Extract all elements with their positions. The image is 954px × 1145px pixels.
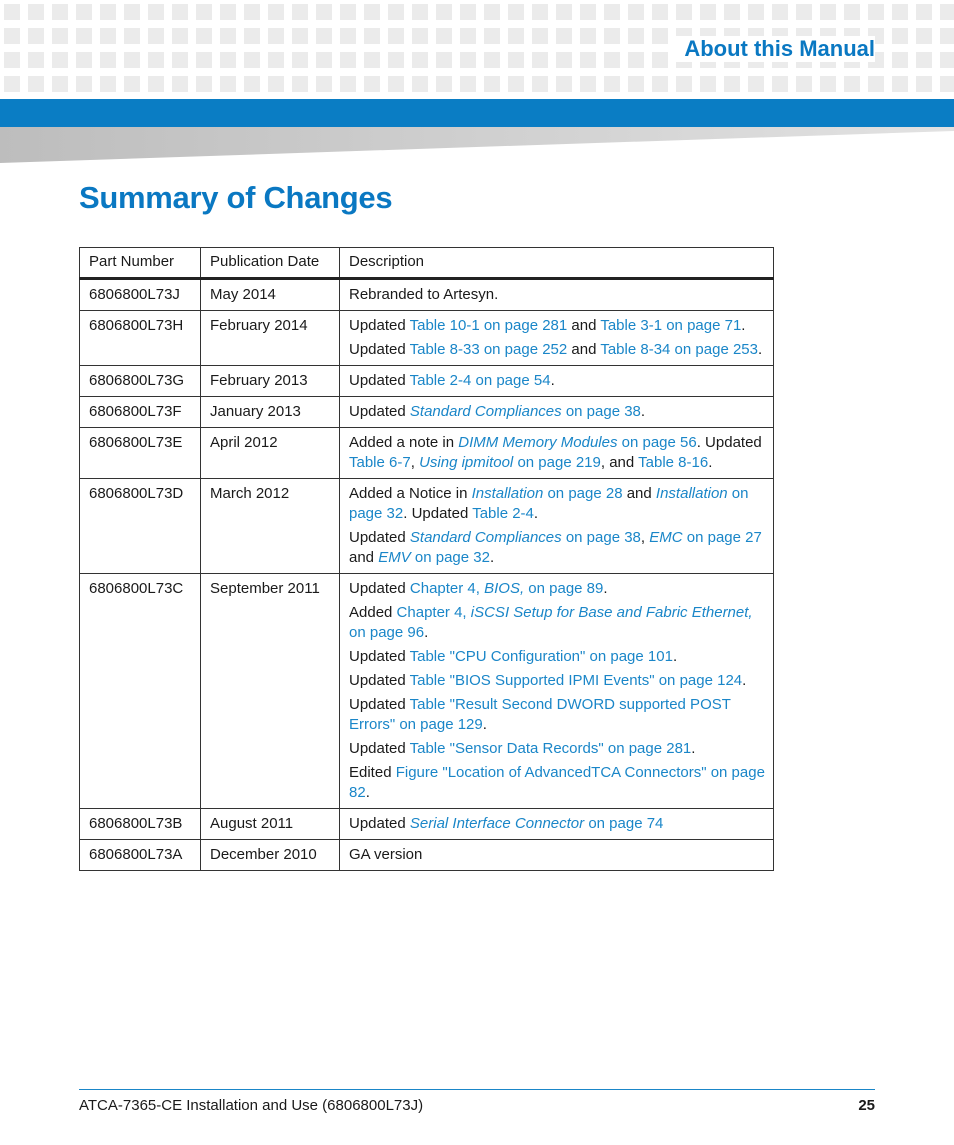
description-cell	[340, 311, 774, 366]
header-blue-bar	[0, 99, 954, 127]
cross-reference-link[interactable]: Chapter 4,	[409, 580, 485, 597]
description-line	[349, 402, 765, 422]
footer-doc-title: ATCA-7365-CE Installation and Use (6806800L73J)	[79, 1097, 424, 1114]
description-text: and	[567, 317, 601, 334]
footer-rule	[79, 1089, 875, 1090]
cross-reference-title: Installation	[655, 485, 728, 502]
cross-reference-link[interactable]	[419, 454, 513, 471]
cross-reference-link[interactable]	[471, 604, 753, 621]
description-text: . Updated	[403, 505, 473, 522]
description-text: . Updated	[696, 434, 762, 451]
cross-reference-link[interactable]	[484, 580, 524, 597]
cross-reference-link[interactable]: on page 28	[543, 485, 623, 502]
cross-reference-link[interactable]: Table "BIOS Supported IPMI Events" on page 124	[409, 672, 743, 689]
table-row	[80, 279, 774, 311]
part-number-cell: 6806800L73G	[80, 366, 201, 397]
cross-reference-link[interactable]: Chapter 4,	[396, 604, 471, 621]
cross-reference-title: EMC	[649, 529, 683, 546]
table-row	[80, 397, 774, 428]
publication-date-cell: April 2012	[201, 428, 340, 479]
cross-reference-link[interactable]: on page 89	[524, 580, 604, 597]
description-text: Updated	[349, 648, 410, 665]
cross-reference-link[interactable]	[472, 485, 544, 502]
summary-of-changes-table	[79, 247, 774, 871]
cross-reference-link[interactable]: Table "Result Second DWORD supported POST Errors" on page 129	[349, 696, 731, 733]
description-text: .	[424, 624, 429, 641]
cross-reference-link[interactable]: on page 38	[561, 529, 641, 546]
description-line	[349, 695, 765, 735]
cross-reference-link[interactable]: on page 56	[617, 434, 697, 451]
description-text: Updated	[349, 341, 410, 358]
table-row	[80, 840, 774, 871]
cross-reference-title: EMV	[378, 549, 411, 566]
description-text: .	[603, 580, 608, 597]
header-publication-date: Publication Date	[201, 248, 340, 279]
description-text: .	[708, 454, 713, 471]
cross-reference-link[interactable]: Table 8-16	[638, 454, 709, 471]
description-text: and	[349, 549, 379, 566]
description-text: .	[757, 341, 763, 358]
description-text: , and	[600, 454, 639, 471]
description-text: and	[567, 341, 601, 358]
description-line	[349, 528, 765, 568]
description-text: Updated	[349, 672, 410, 689]
description-text: Added a note in	[349, 434, 459, 451]
description-cell	[340, 428, 774, 479]
table-row	[80, 311, 774, 366]
table-row	[80, 428, 774, 479]
publication-date-cell: March 2012	[201, 479, 340, 574]
description-line	[349, 671, 765, 691]
cross-reference-link[interactable]	[410, 529, 562, 546]
header-grey-wedge	[0, 127, 954, 163]
description-text: Edited	[349, 764, 396, 781]
cross-reference-title: iSCSI Setup for Base and Fabric Ethernet,	[470, 604, 753, 621]
cross-reference-link[interactable]: on page 32	[349, 485, 749, 522]
description-text: Added a Notice in	[349, 485, 472, 502]
description-line	[349, 647, 765, 667]
description-line	[349, 739, 765, 759]
description-text: .	[533, 505, 539, 522]
part-number-cell: 6806800L73D	[80, 479, 201, 574]
cross-reference-title: Installation	[471, 485, 544, 502]
description-text: .	[691, 740, 696, 757]
publication-date-cell: August 2011	[201, 809, 340, 840]
description-text: Updated	[349, 372, 410, 389]
description-cell	[340, 366, 774, 397]
description-text: Updated	[349, 403, 410, 420]
cross-reference-link[interactable]: Table 8-33 on page 252	[409, 341, 568, 358]
cross-reference-link[interactable]: on page 219	[513, 454, 601, 471]
cross-reference-link[interactable]	[378, 549, 411, 566]
description-line	[349, 579, 765, 599]
cross-reference-link[interactable]	[410, 815, 584, 832]
cross-reference-link[interactable]: Table "Sensor Data Records" on page 281	[409, 740, 692, 757]
part-number-cell: 6806800L73E	[80, 428, 201, 479]
description-text: .	[482, 716, 487, 733]
publication-date-cell: February 2013	[201, 366, 340, 397]
description-text: Updated	[349, 317, 410, 334]
description-text: .	[672, 648, 678, 665]
description-line	[349, 763, 765, 803]
description-cell	[340, 574, 774, 809]
description-line	[349, 316, 765, 336]
description-cell	[340, 397, 774, 428]
cross-reference-link[interactable]	[410, 403, 562, 420]
header-part-number: Part Number	[80, 248, 201, 279]
description-text: .	[365, 784, 370, 801]
part-number-cell: 6806800L73H	[80, 311, 201, 366]
cross-reference-link[interactable]: Figure "Location of AdvancedTCA Connectors" on page 82	[349, 764, 765, 801]
cross-reference-link[interactable]: Table "CPU Configuration" on page 101	[409, 648, 673, 665]
cross-reference-title: Serial Interface Connector	[409, 815, 585, 832]
cross-reference-link[interactable]	[649, 529, 682, 546]
table-row	[80, 479, 774, 574]
cross-reference-link[interactable]	[656, 485, 728, 502]
cross-reference-title: Standard Compliances	[409, 403, 562, 420]
description-line	[349, 340, 765, 360]
cross-reference-link[interactable]: Table 2-4 on page 54	[409, 372, 551, 389]
publication-date-cell: May 2014	[201, 279, 340, 311]
description-text: Updated	[349, 740, 410, 757]
description-text: Updated	[349, 529, 410, 546]
part-number-cell: 6806800L73C	[80, 574, 201, 809]
description-text: .	[489, 549, 495, 566]
description-line	[349, 484, 765, 524]
cross-reference-link[interactable]: on page 32	[410, 549, 490, 566]
description-text: .	[550, 372, 555, 389]
table-header-row	[80, 248, 774, 279]
part-number-cell: 6806800L73F	[80, 397, 201, 428]
description-text: .	[742, 672, 747, 689]
description-cell	[340, 479, 774, 574]
table-row	[80, 809, 774, 840]
description-line	[349, 603, 765, 643]
description-text: Added	[349, 604, 397, 621]
part-number-cell: 6806800L73B	[80, 809, 201, 840]
cross-reference-link[interactable]: Table 2-4	[472, 505, 534, 522]
description-text: Updated	[349, 696, 410, 713]
description-text: and	[622, 485, 656, 502]
footer-page-number: 25	[858, 1097, 875, 1114]
description-cell	[340, 279, 774, 311]
cross-reference-link[interactable]: Table 3-1 on page 71	[600, 317, 742, 334]
part-number-cell: 6806800L73J	[80, 279, 201, 311]
page-title: Summary of Changes	[79, 180, 393, 215]
cross-reference-link[interactable]	[458, 434, 617, 451]
cross-reference-title: DIMM Memory Modules	[458, 434, 618, 451]
cross-reference-link[interactable]: Table 6-7	[349, 454, 411, 471]
description-cell	[340, 809, 774, 840]
cross-reference-title: Using ipmitool	[419, 454, 514, 471]
description-text: Rebranded to Artesyn.	[349, 286, 499, 303]
cross-reference-link[interactable]: on page 27	[682, 529, 762, 546]
table-row	[80, 574, 774, 809]
publication-date-cell: January 2013	[201, 397, 340, 428]
description-text: ,	[640, 529, 650, 546]
cross-reference-link[interactable]: on page 74	[584, 815, 664, 832]
description-text: Updated	[349, 580, 410, 597]
description-line	[349, 814, 765, 834]
description-text: GA version	[349, 846, 423, 863]
description-line	[349, 433, 765, 473]
cross-reference-link[interactable]: Table 8-34 on page 253	[600, 341, 758, 358]
cross-reference-title: Standard Compliances	[409, 529, 562, 546]
cross-reference-link[interactable]: Table 10-1 on page 281	[409, 317, 568, 334]
part-number-cell: 6806800L73A	[80, 840, 201, 871]
publication-date-cell: December 2010	[201, 840, 340, 871]
description-text: Updated	[349, 815, 410, 832]
header-description: Description	[340, 248, 774, 279]
section-title: About this Manual	[676, 36, 875, 62]
description-cell	[340, 840, 774, 871]
description-text: .	[741, 317, 746, 334]
description-line	[349, 371, 765, 391]
table-row	[80, 366, 774, 397]
description-line	[349, 285, 765, 305]
publication-date-cell: February 2014	[201, 311, 340, 366]
cross-reference-link[interactable]: on page 96	[349, 624, 425, 641]
description-line	[349, 845, 765, 865]
description-text: ,	[410, 454, 420, 471]
cross-reference-link[interactable]: on page 38	[561, 403, 641, 420]
description-text: .	[640, 403, 646, 420]
publication-date-cell: September 2011	[201, 574, 340, 809]
cross-reference-title: BIOS,	[484, 580, 525, 597]
